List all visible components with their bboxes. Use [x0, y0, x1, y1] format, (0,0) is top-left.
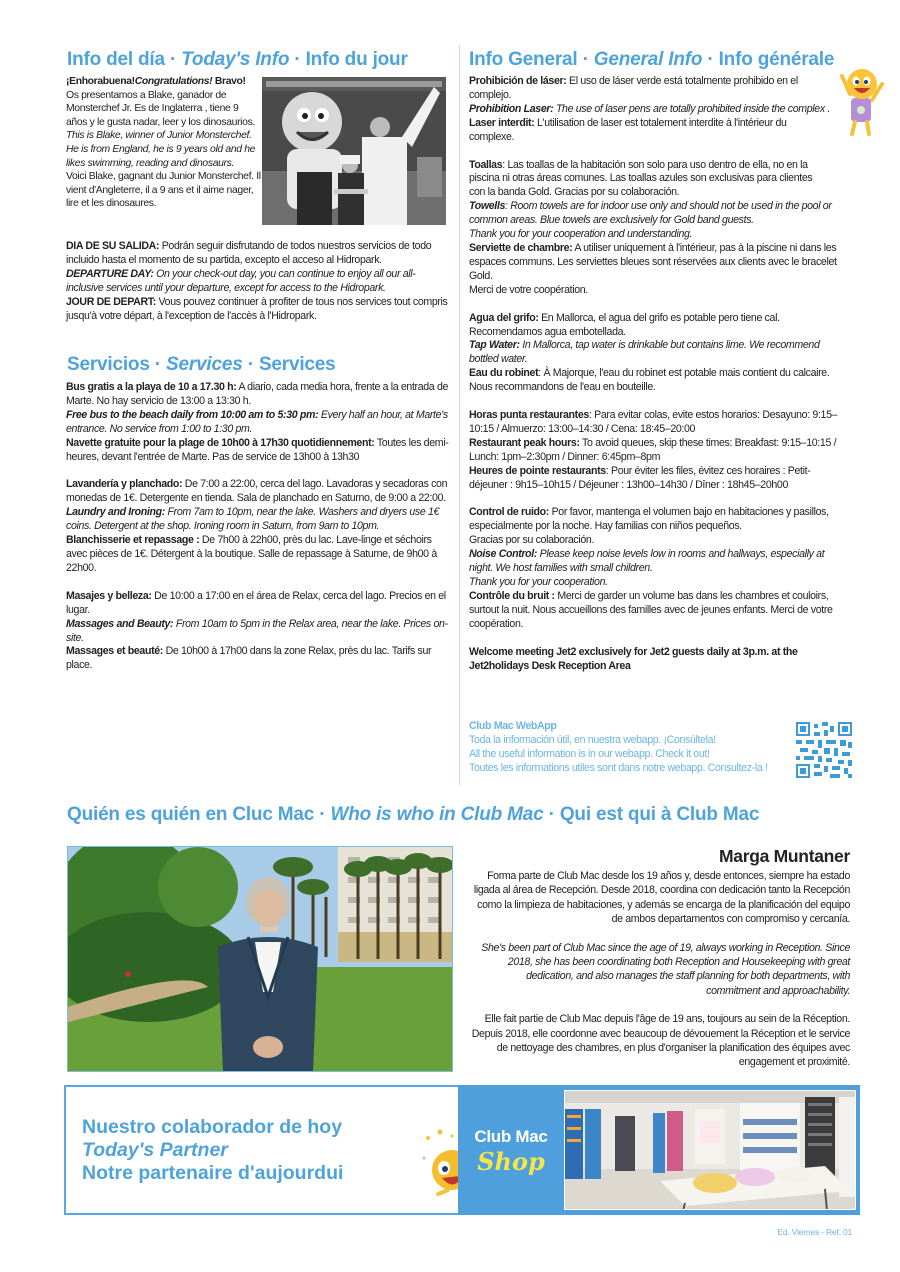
info-dia-heading [67, 49, 408, 71]
separator: · [319, 804, 326, 825]
peeking-mascot-icon [420, 1128, 460, 1204]
lead-en: Congratulations! [134, 76, 213, 87]
shop-logo-line1: Club Mac [474, 1127, 548, 1146]
notice-thanks: Thank you for your cooperation and understanding. [469, 228, 693, 241]
notice-text: : Para evitar colas, evite estos horarios: Desayuno: 9:15–10:15 / Almuerzo: 13:00–14:30 / Cena: 18:45–20:00 [469, 409, 838, 435]
partner-en: Today's Partner [82, 1139, 228, 1161]
heading-en: General Info [593, 49, 703, 70]
service-text: Toutes les demi-heures, devant l'entrée de Marte. Pas de service de 13h00 à 13h30 [66, 436, 449, 463]
notice-label: Horas punta restaurantes [469, 409, 589, 422]
jet2-notice: Welcome meeting Jet2 exclusively for Jet2 guests daily at 3p.m. at the Jet2holidays Desk Reception Area [469, 645, 798, 672]
notice-text: : À Majorque, l'eau du robinet est potable mais contient du calcaire. Nous recommandons de l'eau en bouteille. [469, 367, 830, 394]
notice-label: Noise Control: [469, 548, 538, 561]
service-text: From 10am to 5pm in the Relax area, near the lake. Prices on-site. [66, 617, 448, 644]
departure-fr-label: JOUR DE DEPART: [66, 295, 156, 308]
service-text: A diario, cada media hora, frente a la entrada de Marte. No hay servicio de 13:00 a 13:30 h. [66, 381, 449, 407]
service-label: Blanchisserie et repassage : [66, 534, 200, 547]
heading-en: Who is who in Club Mac [330, 804, 544, 825]
column-divider [459, 45, 460, 785]
heading-es: Quién es quién en Cluc Mac [67, 804, 315, 825]
separator: · [154, 354, 161, 375]
webapp-es: Toda la información útil, en nuestra webapp. ¡Consúltela! [469, 734, 716, 746]
notice-text: The use of laser pens are totally prohibited inside the complex . [555, 102, 830, 115]
profile-bio [470, 869, 850, 1070]
blake-photo [262, 77, 446, 225]
webapp-fr: Toutes les informations utiles sont dans notre webapp. Consultez-la ! [469, 762, 768, 774]
heading-fr: Services [258, 354, 336, 375]
service-label: Bus gratis a la playa de 10 a 17.30 h: [66, 381, 237, 393]
lead-es: ¡Enhorabuena! [66, 76, 135, 87]
service-item-laundry [66, 478, 452, 575]
blake-text [66, 75, 262, 211]
qr-code-icon[interactable] [796, 722, 852, 778]
bio-es: Forma parte de Club Mac desde los 19 años y, desde entonces, siempre ha estado ligada al área de Recepción. Desde 2018, coordina con dedicación tanto la Recepción como la limpieza de habitaciones, y además se encarga de la planificación del equipo de ambos departamentos con compromiso y cercanía. [473, 870, 850, 926]
servicios-heading [67, 354, 336, 376]
departure-es-text: Podrán seguir disfrutando de todos nuestros servicios de todo incluido hasta el momento de su partida, excepto el acceso al Hidropark. [66, 240, 432, 266]
notice-label: Laser interdit: [469, 116, 535, 129]
shop-panel[interactable] [458, 1085, 860, 1215]
departure-en-text: On your check-out day, you can continue to enjoy all our all-inclusive services until your departure, except for access to the Hidropark. [66, 267, 416, 294]
profile-name: Marga Muntaner [719, 846, 850, 866]
webapp-block [469, 719, 799, 775]
notice-thanks: Merci de votre coopération. [469, 283, 588, 296]
shop-logo [458, 1085, 564, 1215]
service-text: From 7am to 10pm, near the lake. Washers and dryers use 1€ coins. Detergent at the shop. Ironing room in Saturn, from 9am to 10pm. [66, 506, 440, 533]
partner-heading [82, 1116, 343, 1185]
heading-es: Info del día [67, 49, 165, 70]
marga-photo [67, 846, 453, 1072]
separator: · [707, 49, 714, 70]
notice-label: Contrôle du bruit : [469, 589, 555, 602]
notice-label: Prohibición de láser: [469, 75, 567, 87]
webapp-title: Club Mac WebApp [469, 720, 557, 732]
shop-photo [564, 1090, 856, 1210]
services-list [66, 381, 452, 673]
service-text: De 10h00 à 17h00 dans la zone Relax, près du lac. Tarifs sur place. [66, 645, 432, 672]
notice-label: Heures de pointe restaurants [469, 464, 606, 477]
heading-fr: Qui est qui à Club Mac [559, 804, 760, 825]
service-text: De 7h00 à 22h00, près du lac. Lave-linge et séchoirs avec pièces de 1€. Détergent à la boutique. Salle de repassage à Saturne, de 9h00 à 22h00. [66, 534, 437, 574]
notice-text: To avoid queues, skip these times: Breakfast: 9:15–10:15 / Lunch: 1pm–2:30pm / Dinner: 6:45pm–8pm [469, 436, 837, 463]
heading-es: Servicios [67, 354, 150, 375]
heading-en: Today's Info [181, 49, 290, 70]
notice-label: Tap Water: [469, 339, 520, 352]
service-label: Masajes y belleza: [66, 589, 152, 602]
peak-hours-notice [469, 409, 845, 492]
notice-text: In Mallorca, tap water is drinkable but contains lime. We recommend bottled water. [469, 339, 820, 366]
partner-es: Nuestro colaborador de hoy [82, 1116, 343, 1138]
separator: · [169, 49, 177, 70]
notice-text: L'utilisation de laser est totalement interdite à l'intérieur du complexe. [469, 116, 787, 143]
notice-text: En Mallorca, el agua del grifo es potable pero tiene cal. Recomendamos agua embotellada. [469, 311, 780, 338]
service-item-massage [66, 590, 452, 673]
noise-notice [469, 506, 845, 631]
water-notice [469, 312, 845, 395]
heading-en: Services [166, 354, 243, 375]
notice-text: : Las toallas de la habitación son solo para uso dentro de ella, no en la piscina ni otras áreas comunes. Las toallas azules son exclusivas para clientes con la banda Gold. Gracias por su colaboración. [469, 158, 813, 199]
body-fr: Voici Blake, gagnant du Junior Monsterchef. Il vient d'Angleterre, il a 9 ans et il aime nager, lire et les dinosaures. [66, 171, 261, 210]
lead-fr: Bravo! [214, 76, 246, 87]
shop-logo-line2: Shop [477, 1147, 545, 1176]
service-label: Laundry and Ironing: [66, 506, 165, 519]
notice-label: Restaurant peak hours: [469, 436, 580, 449]
heading-es: Info General [469, 49, 578, 70]
body-en: This is Blake, winner of Junior Monsterchef. He is from England, he is 9 years old and he likes swimming, reading and dinosaurs. [66, 130, 256, 169]
blake-photo-illustration [262, 77, 446, 225]
notice-thanks: Gracias por su colaboración. [469, 534, 595, 547]
departure-text [66, 240, 450, 323]
notice-label: Control de ruido: [469, 506, 549, 519]
notice-text: El uso de láser verde está totalmente prohibido en el complejo. [469, 75, 798, 101]
notice-label: Serviette de chambre: [469, 241, 573, 254]
towels-notice [469, 159, 845, 298]
service-label: Massages et beauté: [66, 645, 163, 658]
notice-label: Toallas [469, 158, 503, 171]
separator: · [294, 49, 301, 70]
service-item-bus [66, 381, 452, 464]
notice-text: Por favor, mantenga el volumen bajo en habitaciones y pasillos, especialmente por la noche. Hay familias con niños pequeños. [469, 506, 829, 533]
separator: · [582, 49, 589, 70]
service-text: Every half an hour, at Marte's entrance. No service from 1:00 to 1:30 pm. [66, 408, 448, 435]
partner-fr: Notre partenaire d'aujourdui [82, 1162, 344, 1184]
departure-fr-text: Vous pouvez continuer à profiter de tous nos services tout compris jusqu'à votre départ, à l'exception de l'accès à l'Hidropark. [66, 295, 448, 322]
service-text: De 10:00 a 17:00 en el área de Relax, cerca del lago. Precios en el lugar. [66, 589, 446, 616]
bio-en: She's been part of Club Mac since the age of 19, always working in Reception. Since 2018, she has been coordinating both Reception and Housekeeping with great dedication, and also manages the staff planning for both departments, with commitment and approachability. [481, 941, 850, 997]
separator: · [548, 804, 555, 825]
notice-text: : Pour éviter les files, évitez ces horaires : Petit-déjeuner : 9h15–10h15 / Déjeuner : 13h00–14h30 / Dîner : 18h45–20h00 [469, 464, 811, 491]
body-es: Os presentamos a Blake, ganador de Monsterchef Jr. Es de Inglaterra , tiene 9 años y le gusta nadar, leer y los dinosaurios. [66, 89, 255, 128]
notice-text: Please keep noise levels low in rooms and hallways, especially at night. We host families with small children. [469, 548, 825, 575]
heading-fr: Info du jour [305, 49, 408, 70]
info-general-heading [469, 49, 834, 71]
departure-es-label: DIA DE SU SALIDA: [66, 240, 160, 252]
notice-label: Agua del grifo: [469, 311, 539, 324]
notice-label: Eau du robinet [469, 367, 539, 380]
service-label: Navette gratuite pour la plage de 10h00 à 17h30 quotidiennement: [66, 436, 375, 449]
heading-fr: Info générale [718, 49, 835, 70]
service-label: Lavandería y planchado: [66, 478, 183, 491]
notice-text: Merci de garder un volume bas dans les chambres et couloirs, surtout la nuit. Nous accueillons des familles avec de jeunes enfants. Merci de votre coopération. [469, 589, 833, 630]
notice-label: Towells [469, 200, 506, 213]
bio-fr: Elle fait partie de Club Mac depuis l'âge de 19 ans, toujours au sein de la Réception. Depuis 2018, elle coordonne avec beaucoup de dévouement la Réception et le service de nettoyage des chambres, en plus d'organiser la planification des équipes avec engagement et proximité. [471, 1013, 850, 1069]
notice-text: : Room towels are for indoor use only and should not be used in the pool or common areas. Blue towels are exclusively for Gold band guests. [469, 200, 832, 227]
service-text: De 7:00 a 22:00, cerca del lago. Lavadoras y secadoras con monedas de 1€. Detergente en tienda. Sala de planchado en Saturno, de 9:00 a 22:00. [66, 478, 448, 505]
service-label: Massages and Beauty: [66, 617, 174, 630]
notice-thanks: Thank you for your cooperation. [469, 576, 608, 588]
webapp-en: All the useful information is in our webapp. Check it out! [469, 748, 710, 760]
notice-text: A utiliser uniquement à l'intérieur, pas à la piscine ni dans les espaces communs. Les serviettes bleues sont réservées aux clients avec le bracelet Gold. [469, 241, 837, 282]
notice-label: Prohibition Laser: [469, 102, 554, 115]
separator: · [247, 354, 254, 375]
info-general-text [469, 75, 845, 673]
who-is-who-heading [67, 804, 759, 826]
footer-reference: Ed. Viernes - Ref. 01 [777, 1227, 852, 1237]
service-label: Free bus to the beach daily from 10:00 am to 5:30 pm: [66, 408, 319, 421]
laser-notice [469, 75, 845, 145]
departure-en-label: DEPARTURE DAY: [66, 267, 154, 280]
